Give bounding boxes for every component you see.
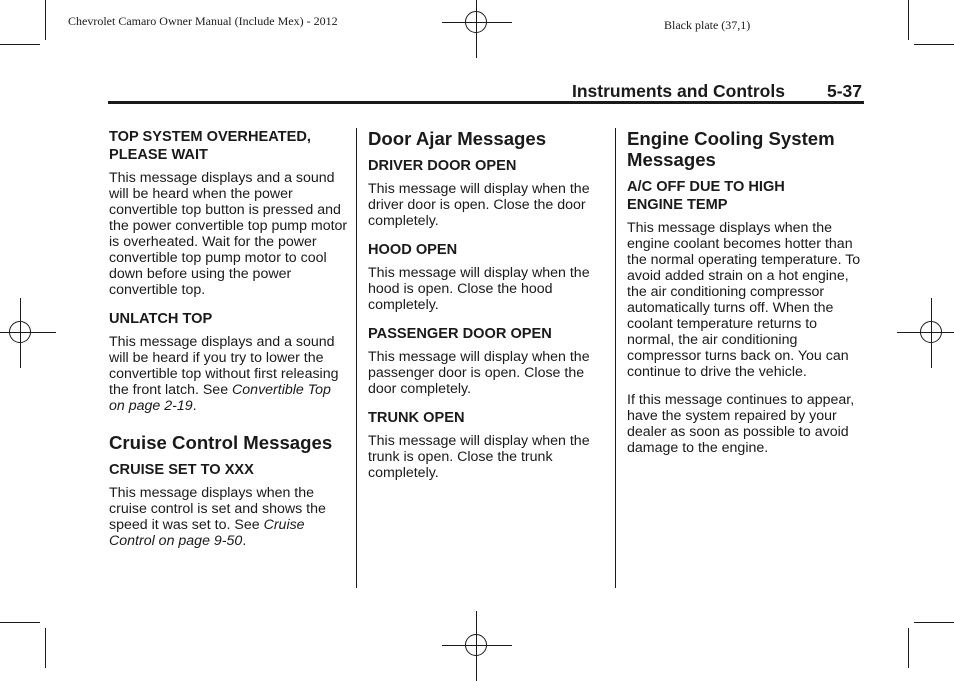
heading-cruise-control-messages: Cruise Control Messages bbox=[109, 432, 333, 453]
heading-unlatch-top: UNLATCH TOP bbox=[109, 311, 213, 327]
registration-mark-left bbox=[0, 298, 56, 368]
paragraph-unlatch-top: This message displays and a sound will be heard if you try to lower the convertible top without first releasing the front latch. See Convertible Top on page 2-19. bbox=[109, 334, 339, 414]
paragraph-top-overheated: This message displays and a sound will be heard when the power convertible top button is pressed and the power convertible top pump motor is overheated. Wait for the power convertible top pump motor to cool down before using the power convertible top. bbox=[109, 170, 348, 298]
registration-mark-top bbox=[442, 0, 512, 58]
column-middle bbox=[368, 128, 604, 493]
heading-driver-door: DRIVER DOOR OPEN bbox=[368, 158, 517, 174]
paragraph-ac-off: This message displays when the engine coolant becomes hotter than the normal operating temperature. To avoid added strain on a hot engine, the air conditioning compressor automatically turns off. When the coolant temperature returns to normal, the air conditioning compressor turns back on. You can continue to drive the vehicle. bbox=[627, 220, 861, 380]
section-title: Instruments and Controls bbox=[572, 81, 785, 101]
heading-hood-open: HOOD OPEN bbox=[368, 242, 458, 258]
crop-mark bbox=[908, 628, 909, 668]
crop-mark bbox=[45, 628, 46, 668]
crop-mark bbox=[0, 44, 40, 45]
column-divider bbox=[356, 128, 357, 588]
heading-trunk-open: TRUNK OPEN bbox=[368, 410, 465, 426]
paragraph-cruise-set: This message displays when the cruise control is set and shows the speed it was set to. See Cruise Control on page 9-50. bbox=[109, 485, 326, 549]
heading-engine-cooling-messages: Engine Cooling System Messages bbox=[627, 128, 835, 170]
paragraph-driver-door: This message will display when the driver door is open. Close the door completely. bbox=[368, 181, 590, 229]
heading-ac-off: A/C OFF DUE TO HIGH ENGINE TEMP bbox=[627, 179, 785, 213]
registration-mark-right bbox=[897, 298, 954, 368]
registration-mark-bottom bbox=[442, 611, 512, 681]
page-number: 5-37 bbox=[827, 81, 863, 101]
crop-mark bbox=[45, 0, 46, 40]
cross-reference-link[interactable]: Cruise Control on page 9-50 bbox=[109, 517, 305, 549]
header-rule bbox=[108, 101, 864, 104]
heading-passenger-door: PASSENGER DOOR OPEN bbox=[368, 326, 552, 342]
crop-mark bbox=[914, 622, 954, 623]
print-header-right: Black plate (37,1) bbox=[664, 18, 751, 32]
column-right bbox=[627, 128, 867, 468]
heading-cruise-set: CRUISE SET TO XXX bbox=[109, 462, 254, 478]
paragraph-continue: If this message continues to appear, have the system repaired by your dealer as soon as possible to avoid damage to the engine. bbox=[627, 392, 855, 456]
heading-door-ajar-messages: Door Ajar Messages bbox=[368, 128, 547, 149]
print-header-left: Chevrolet Camaro Owner Manual (Include Mex) - 2012 bbox=[68, 14, 338, 28]
crop-mark bbox=[914, 44, 954, 45]
column-divider bbox=[615, 128, 616, 588]
paragraph-passenger-door: This message will display when the passenger door is open. Close the door completely. bbox=[368, 349, 590, 397]
crop-mark bbox=[908, 0, 909, 40]
paragraph-hood-open: This message will display when the hood is open. Close the hood completely. bbox=[368, 265, 590, 313]
column-left bbox=[109, 128, 349, 561]
crop-mark bbox=[0, 622, 40, 623]
heading-top-overheated: TOP SYSTEM OVERHEATED, PLEASE WAIT bbox=[109, 129, 311, 163]
paragraph-trunk-open: This message will display when the trunk is open. Close the trunk completely. bbox=[368, 433, 590, 481]
cross-reference-link[interactable]: Convertible Top on page 2-19 bbox=[109, 382, 331, 414]
